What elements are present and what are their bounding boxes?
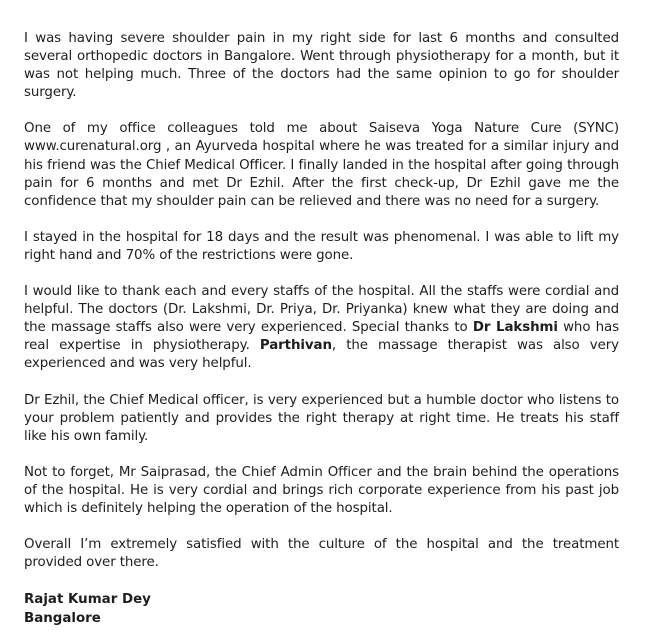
paragraph-overall: Overall I’m extremely satisfied with the culture of the hospital and the treatment provided over there. (24, 537, 619, 571)
thanks-name-lakshmi: Dr Lakshmi (472, 320, 558, 336)
testimonial-document (24, 30, 619, 628)
paragraph-saiprasad: Not to forget, Mr Saiprasad, the Chief Admin Officer and the brain behind the operations of the hospital. He is very cordial and brings rich corporate experience from his past job which is definitely helping the operation of the hospital. (24, 464, 619, 516)
thanks-name-parthivan: Parthivan (259, 338, 332, 354)
paragraph-sync-referral: One of my office colleagues told me about Saiseva Yoga Nature Cure (SYNC) www.curenatural.org , an Ayurveda hospital where he was treated for a similar injury and his friend was the Chief Medical Officer. I finally landed in the hospital after going through pain for 6 months and met Dr Ezhil. After the first check-up, Dr Ezhil gave me the confidence that my shoulder pain can be relieved and there was no need for a surgery. (24, 121, 619, 209)
thanks-text-after: , the massage therapist was also very experienced and was very helpful. (24, 338, 619, 372)
paragraph-dr-ezhil: Dr Ezhil, the Chief Medical officer, is very experienced but a humble doctor who listens to your problem patiently and provides the right therapy at right time. He treats his staff like his own family. (24, 392, 619, 444)
thanks-text-before: I would like to thank each and every staffs of the hospital. All the staffs were cordial and helpful. The doctors (Dr. Lakshmi, Dr. Priya, Dr. Priyanka) knew what they are doing and the massage staffs also were very experienced. Special thanks to (24, 284, 619, 336)
signature-block (24, 590, 619, 628)
paragraph-stay-result: I stayed in the hospital for 18 days and the result was phenomenal. I was able to lift my right hand and 70% of the restrictions were gone. (24, 229, 619, 263)
thanks-text-middle: who has real expertise in physiotherapy. (24, 320, 620, 354)
signature-city: Bangalore (24, 611, 101, 627)
signature-name: Rajat Kumar Dey (24, 592, 151, 608)
paragraph-shoulder-pain: I was having severe shoulder pain in my right side for last 6 months and consulted several orthopedic doctors in Bangalore. Went through physiotherapy for a month, but it was not helping much. Three of the doctors had the same opinion to go for shoulder surgery. (24, 31, 619, 101)
paragraph-thanks-staff (24, 283, 619, 373)
